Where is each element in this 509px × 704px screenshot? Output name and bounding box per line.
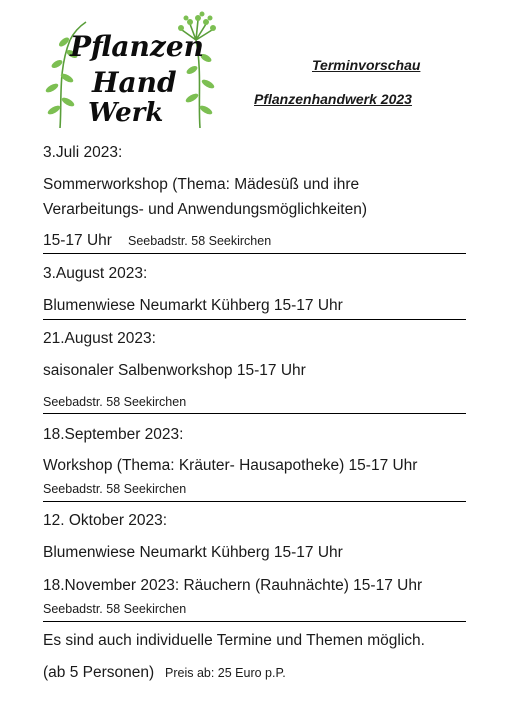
event-location: Seebadstr. 58 Seekirchen <box>128 234 272 248</box>
page-title: Pflanzenhandwerk 2023 <box>254 91 412 107</box>
event-date: 12. Oktober 2023: <box>43 512 168 529</box>
logo-word-hand: Hand <box>92 66 177 99</box>
footer-persons: (ab 5 Personen) <box>43 664 155 681</box>
footer-price: Preis ab: 25 Euro p.P. <box>165 666 286 680</box>
event-time: 15-17 Uhr <box>43 232 112 249</box>
event-date: 21.August 2023: <box>43 330 156 347</box>
logo-word-pflanzen: Pflanzen <box>70 30 204 63</box>
event-date: 3.August 2023: <box>43 265 148 282</box>
event-location: Seebadstr. 58 Seekirchen <box>43 482 187 496</box>
divider <box>43 501 466 502</box>
divider <box>43 621 466 622</box>
logo-word-werk: Werk <box>88 98 164 128</box>
event-description: Verarbeitungs- und Anwendungsmöglichkeiten) <box>43 201 367 218</box>
event-description: Blumenwiese Neumarkt Kühberg 15-17 Uhr <box>43 544 343 561</box>
event-date: 3.Juli 2023: <box>43 144 123 161</box>
event-description: Sommerworkshop (Thema: Mädesüß und ihre <box>43 176 360 193</box>
event-location: Seebadstr. 58 Seekirchen <box>43 395 187 409</box>
event-date: 18.September 2023: <box>43 426 184 443</box>
event-description: Workshop (Thema: Kräuter- Hausapotheke) 15-17 Uhr <box>43 457 418 474</box>
footer-note: Es sind auch individuelle Termine und Themen möglich. <box>43 632 425 649</box>
event-date-description: 18.November 2023: Räuchern (Rauhnächte) 15-17 Uhr <box>43 577 423 594</box>
preview-heading: Terminvorschau <box>312 57 421 73</box>
event-description: saisonaler Salbenworkshop 15-17 Uhr <box>43 362 306 379</box>
event-description: Blumenwiese Neumarkt Kühberg 15-17 Uhr <box>43 297 343 314</box>
divider <box>43 253 466 254</box>
event-location: Seebadstr. 58 Seekirchen <box>43 602 187 616</box>
divider <box>43 319 466 320</box>
divider <box>43 413 466 414</box>
logo <box>40 10 222 132</box>
